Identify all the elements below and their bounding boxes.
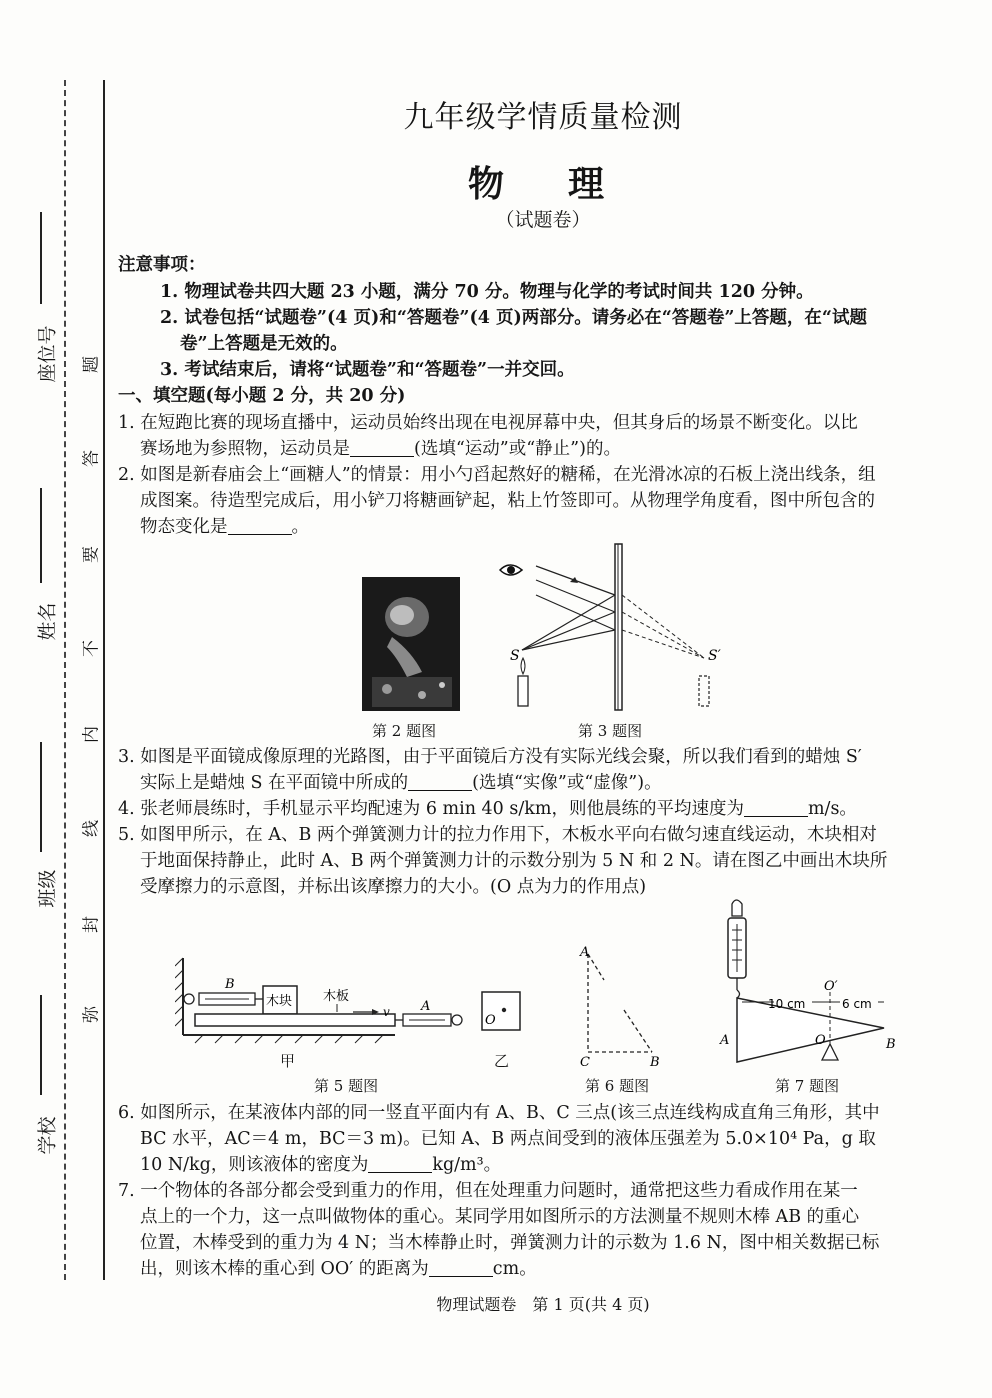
fig7-label-a: A [720, 1033, 730, 1048]
fig5-label-v: v [383, 1005, 390, 1019]
fig5-yi-diagram [478, 988, 524, 1034]
q2-line: 成图案。待造型完成后，用小铲刀将糖画铲起，粘上竹签即可。从物理学角度看，图中所包含的 [140, 491, 875, 511]
margin-warning-char: 内 [81, 726, 102, 743]
exam-title: 九年级学情质量检测 [403, 100, 683, 135]
q7-line: 7. 一个物体的各部分都会受到重力的作用，但在处理重力问题时，通常把这些力看成作用在某一 [118, 1181, 858, 1201]
hand-icon [732, 900, 742, 916]
name-blank[interactable] [40, 488, 42, 583]
notice-item: 1. 物理试卷共四大题 23 小题，满分 70 分。物理与化学的考试时间共 120 分钟。 [160, 282, 814, 302]
fig5-jia-diagram [175, 950, 475, 1050]
fig5-label-board: 木板 [323, 989, 350, 1004]
fig7-label-d2: 6 cm [842, 997, 872, 1011]
margin-warning-char: 封 [81, 916, 102, 933]
fig5-label-o: O [485, 1013, 496, 1028]
margin-warning-char: 线 [81, 820, 102, 837]
fig7-label-o: O [815, 1033, 826, 1048]
subject-title: 物 理 [467, 163, 618, 205]
q3-line: 3. 如图是平面镜成像原理的光路图，由于平面镜后方没有实际光线会聚，所以我们看到的蜡烛 S′ [118, 747, 862, 767]
q5-line: 于地面保持静止，此时 A、B 两个弹簧测力计的示数分别为 5 N 和 2 N。请在图乙中画出木块所 [140, 851, 888, 871]
q4-line: 4. 张老师晨练时，手机显示平均配速为 6 min 40 s/km，则他晨练的平均速度为 m/s。 [118, 799, 857, 819]
binding-solid-line [103, 80, 105, 1280]
margin-warning-char: 答 [81, 450, 102, 467]
notice-heading: 注意事项： [118, 255, 206, 275]
q7-line: 点上的一个力，这一点叫做物体的重心。某同学用如图所示的方法测量不规则木棒 AB 的重心 [140, 1207, 860, 1227]
notice-item: 卷”上答题是无效的。 [180, 334, 348, 354]
margin-warning-char: 要 [81, 546, 102, 563]
seat-number-label: 座位号 [36, 325, 59, 383]
school-label: 学校 [36, 1116, 59, 1155]
fig5-caption: 第 5 题图 [314, 1077, 379, 1095]
q2-line: 物态变化是 。 [140, 517, 309, 537]
fig7-caption: 第 7 题图 [775, 1077, 840, 1095]
fig6-label-b: B [650, 1055, 660, 1070]
fig5-label-block: 木块 [266, 994, 293, 1009]
q1-line: 1. 在短跑比赛的现场直播中，运动员始终出现在电视屏幕中央，但其身后的场景不断变化。以比 [118, 413, 858, 433]
fig6-triangle-diagram [572, 940, 672, 1070]
fig3-caption: 第 3 题图 [578, 722, 643, 740]
q5-line: 受摩擦力的示意图，并标出该摩擦力的大小。(O 点为力的作用点) [140, 877, 647, 897]
q2-line: 2. 如图是新春庙会上“画糖人”的情景：用小勺舀起熬好的糖稀，在光滑冰凉的石板上浇出线条，组 [118, 465, 876, 485]
notice-item: 3. 考试结束后，请将“试题卷”和“答题卷”一并交回。 [160, 360, 575, 380]
margin-warning-char: 弥 [81, 1006, 102, 1023]
notice-item: 2. 试卷包括“试题卷”(4 页)和“答题卷”(4 页)两部分。请务必在“答题卷”上答题，在“试题 [160, 308, 867, 328]
q1-answer-blank[interactable] [350, 438, 414, 457]
fig2-caption: 第 2 题图 [372, 722, 437, 740]
fig6-caption: 第 6 题图 [585, 1077, 650, 1095]
fig7-lever-diagram [712, 896, 907, 1066]
margin-warning-char: 题 [81, 356, 102, 373]
fig7-label-b: B [886, 1037, 896, 1052]
q6-line: 10 N/kg，则该液体的密度为 kg/m³。 [140, 1155, 502, 1175]
class-label: 班级 [36, 869, 59, 908]
fig5-yi-label: 乙 [494, 1052, 510, 1070]
q2-answer-blank[interactable] [228, 516, 292, 535]
fig2-photo [362, 577, 460, 711]
fig5-label-a: A [421, 999, 431, 1014]
q4-answer-blank[interactable] [744, 798, 808, 817]
margin-warning-char: 不 [81, 640, 102, 657]
school-blank[interactable] [40, 995, 42, 1095]
fig7-label-d1: 10 cm [768, 997, 806, 1011]
name-label: 姓名 [36, 602, 59, 641]
section-heading: 一、填空题(每小题 2 分，共 20 分) [118, 386, 406, 406]
fig5-label-b: B [225, 977, 235, 992]
q6-line: BC 水平，AC＝4 m，BC＝3 m)。已知 A、B 两点间受到的液体压强差为 5.0×10⁴ Pa，g 取 [140, 1129, 876, 1149]
booklet-label: （试题卷） [495, 209, 591, 231]
q3-answer-blank[interactable] [408, 772, 472, 791]
q6-line: 6. 如图所示，在某液体内部的同一竖直平面内有 A、B、C 三点(该三点连线构成直角三角形，其中 [118, 1103, 880, 1123]
q1-line: 赛场地为参照物，运动员是 (选填“运动”或“静止”)的。 [140, 439, 621, 459]
fig3-mirror-diagram [494, 540, 734, 715]
q5-line: 5. 如图甲所示，在 A、B 两个弹簧测力计的拉力作用下，木板水平向右做匀速直线运动，木块相对 [118, 825, 877, 845]
fig7-label-o-prime: O′ [824, 979, 838, 994]
q7-line: 位置，木棒受到的重力为 4 N；当木棒静止时，弹簧测力计的示数为 1.6 N，图中相关数据已标 [140, 1233, 880, 1253]
wood-board [195, 1014, 395, 1026]
fig3-label-s-prime: S′ [708, 648, 721, 664]
candle-icon [518, 676, 528, 706]
q3-line: 实际上是蜡烛 S 在平面镜中所成的 (选填“实像”或“虚像”)。 [140, 773, 662, 793]
q7-line: 出，则该木棒的重心到 OO′ 的距离为 cm。 [140, 1259, 537, 1279]
fig3-label-s: S [510, 648, 520, 664]
fig6-label-c: C [580, 1055, 590, 1070]
page-footer: 物理试题卷 第 1 页(共 4 页) [436, 1295, 650, 1314]
fig5-jia-label: 甲 [280, 1052, 296, 1070]
fig6-label-a: A [580, 945, 590, 960]
cut-dashed-line [64, 80, 66, 1280]
q6-answer-blank[interactable] [368, 1154, 432, 1173]
class-blank[interactable] [40, 742, 42, 852]
q7-answer-blank[interactable] [429, 1258, 493, 1277]
candle-image-icon [699, 676, 709, 706]
